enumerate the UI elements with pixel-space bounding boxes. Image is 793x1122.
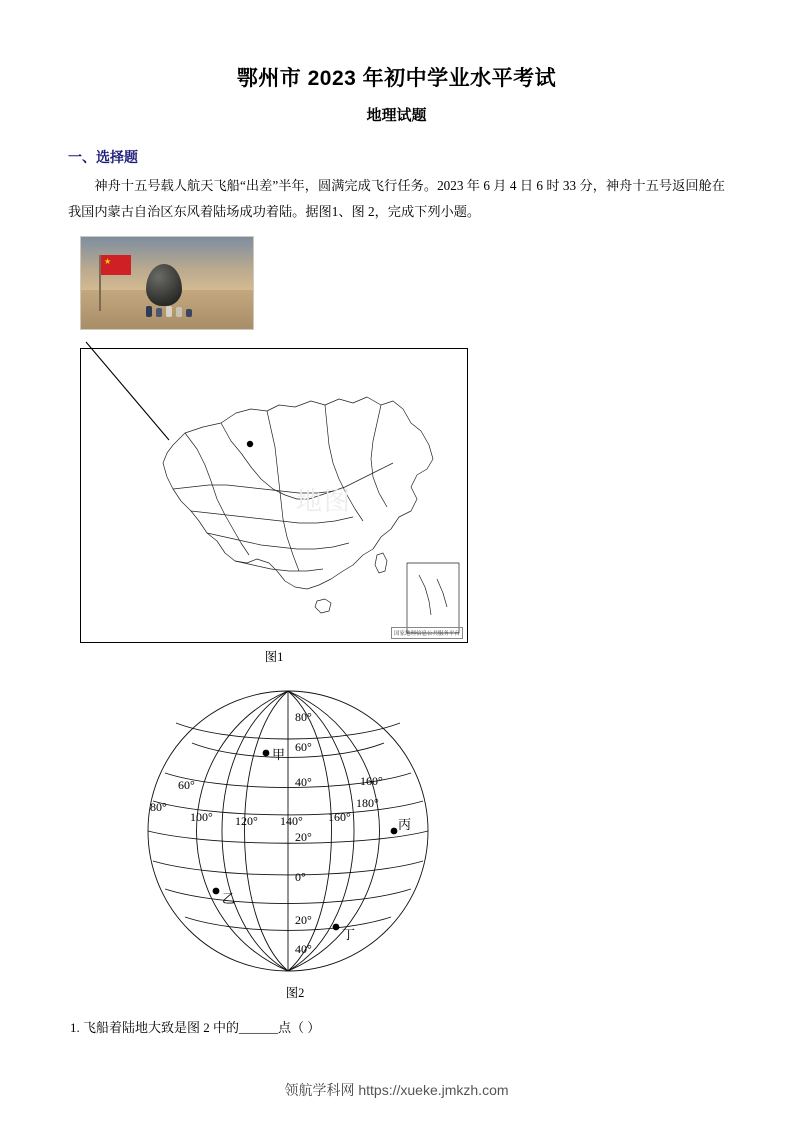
intro-paragraph: 神舟十五号载人航天飞船“出差”半年，圆满完成飞行任务。2023 年 6 月 4 日 6 时 33 分，神舟十五号返回舱在我国内蒙古自治区东风着陆场成功着陆。据图1、图 2，完成下列小题。 — [68, 178, 725, 220]
lon-label-160: 160° — [328, 809, 351, 824]
page-subtitle: 地理试题 — [366, 107, 427, 124]
map-watermark: 地图 — [296, 486, 353, 516]
section-heading: 一、选择题 — [68, 149, 138, 165]
landing-site-marker — [247, 441, 253, 447]
lon-label-140: 140° — [280, 813, 303, 828]
return-capsule-icon — [146, 264, 182, 306]
lat-label-40: 40° — [295, 774, 312, 789]
globe-point-yi — [213, 887, 220, 894]
lon-label-180: 180° — [356, 795, 379, 810]
footer-watermark — [0, 1080, 793, 1100]
shenzhou-landing-photo — [80, 236, 254, 330]
globe-point-jia — [263, 749, 270, 756]
lat-label-20s: 20° — [295, 912, 312, 927]
globe-point-bing — [391, 827, 398, 834]
point-label-bing: 丙 — [398, 816, 412, 832]
page-title: 鄂州市 2023 年初中学业水平考试 — [236, 67, 557, 90]
lat-label-80: 80° — [295, 709, 312, 724]
globe-point-ding — [333, 923, 340, 930]
figure2-globe — [80, 681, 510, 981]
footer-brand: 领航学科网 — [284, 1082, 355, 1098]
footer-url: https://xueke.jmkzh.com — [358, 1082, 509, 1098]
lat-label-40s: 40° — [295, 941, 312, 956]
china-map-svg — [81, 349, 467, 642]
map-credit: 国家地理信息公共服务平台 — [391, 627, 463, 639]
question-1: 1. 飞船着陆地大致是图 2 中的______点（ ） — [70, 1019, 321, 1035]
lat-label-20: 20° — [295, 829, 312, 844]
lon-label-100: 100° — [190, 809, 213, 824]
flag-star-icon: ★ — [104, 256, 112, 266]
lon-label-120: 120° — [235, 813, 258, 828]
globe-svg — [80, 681, 510, 981]
lon-label-80: 80° — [150, 799, 167, 814]
figure2-caption: 图2 — [285, 985, 305, 1000]
lat-label-0: 0° — [295, 869, 306, 884]
point-label-yi: 乙 — [222, 890, 236, 906]
figure1-china-map — [80, 348, 468, 643]
photo-people-group — [146, 304, 198, 317]
figure1-caption: 图1 — [264, 649, 284, 664]
point-label-jia: 甲 — [272, 746, 286, 762]
point-label-ding: 丁 — [342, 926, 356, 942]
lon-label-160w: 160° — [360, 773, 383, 788]
lon-label-60: 60° — [178, 777, 195, 792]
lat-label-60: 60° — [295, 739, 312, 754]
